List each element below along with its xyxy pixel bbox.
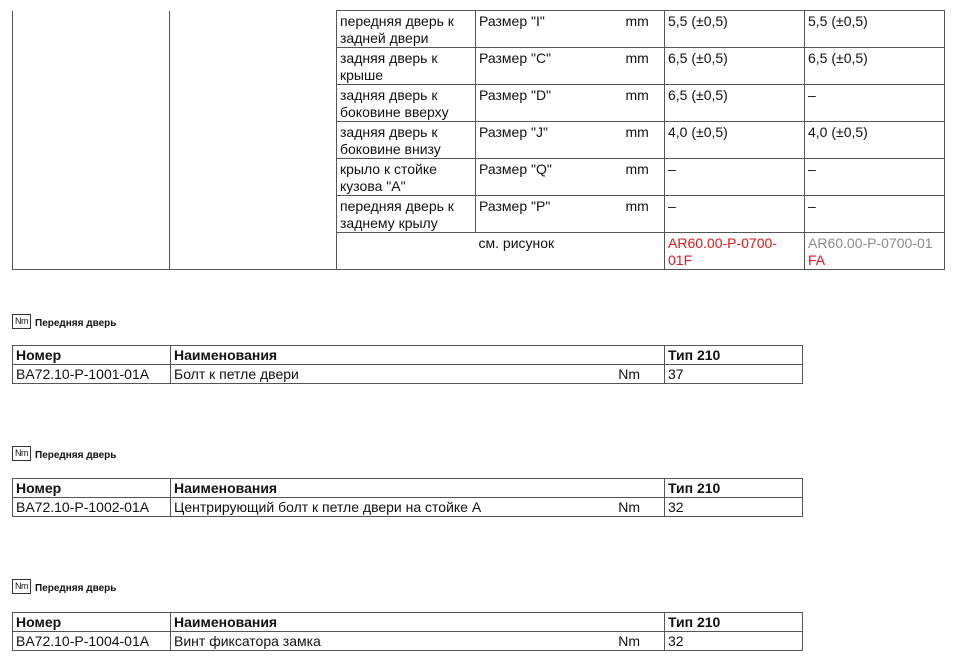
- unit-text: Nm: [618, 633, 640, 649]
- table-header-row: [13, 613, 803, 632]
- part-number-cell: BA72.10-P-1001-01A: [13, 365, 171, 384]
- header-name: Наименования: [171, 479, 665, 498]
- empty-cell: [170, 196, 337, 233]
- value-cell: 6,5 (±0,5): [665, 85, 805, 122]
- torque-nm-icon: Nm: [12, 314, 31, 329]
- name-text: Болт к петле двери: [174, 366, 299, 382]
- size-cell: Размер "J": [476, 122, 616, 159]
- unit-cell: mm: [616, 196, 665, 233]
- empty-cell: [13, 122, 170, 159]
- name-cell: [171, 632, 665, 651]
- empty-cell: [170, 85, 337, 122]
- figure-reference-suffix: FA: [808, 252, 826, 268]
- value-cell: 32: [665, 632, 803, 651]
- empty-cell: [13, 48, 170, 85]
- table-row: [13, 159, 945, 196]
- unit-cell: mm: [616, 159, 665, 196]
- section-title: Передняя дверь: [35, 583, 117, 594]
- table-row: [13, 48, 945, 85]
- table-row: [13, 498, 803, 517]
- size-cell: Размер "Q": [476, 159, 616, 196]
- name-cell: [171, 365, 665, 384]
- unit-cell: mm: [616, 48, 665, 85]
- torque-table: [12, 345, 803, 384]
- empty-cell: [616, 233, 665, 270]
- part-number-cell: BA72.10-P-1004-01A: [13, 632, 171, 651]
- name-text: Центрирующий болт к петле двери на стойке A: [174, 499, 482, 515]
- header-name: Наименования: [171, 613, 665, 632]
- unit-text: Nm: [618, 366, 640, 382]
- part-cell: крыло к стойке кузова "A": [337, 159, 476, 196]
- part-number-cell: BA72.10-P-1002-01A: [13, 498, 171, 517]
- empty-cell: [170, 233, 337, 270]
- empty-cell: [170, 48, 337, 85]
- table-row: [13, 632, 803, 651]
- section-title: Передняя дверь: [35, 450, 117, 461]
- value-cell: 5,5 (±0,5): [805, 11, 945, 48]
- unit-cell: mm: [616, 122, 665, 159]
- section-caption: [12, 441, 116, 461]
- part-cell: задняя дверь к крыше: [337, 48, 476, 85]
- empty-cell: [170, 122, 337, 159]
- empty-cell: [13, 196, 170, 233]
- figure-reference-link[interactable]: [805, 233, 945, 270]
- empty-cell: [13, 11, 170, 48]
- size-cell: Размер "I": [476, 11, 616, 48]
- value-cell: 37: [665, 365, 803, 384]
- gap-dimensions-table: [12, 10, 945, 270]
- table-header-row: [13, 479, 803, 498]
- value-cell: –: [805, 159, 945, 196]
- section-title: Передняя дверь: [35, 318, 117, 329]
- header-number: Номер: [13, 613, 171, 632]
- header-number: Номер: [13, 479, 171, 498]
- empty-cell: [170, 11, 337, 48]
- figure-reference-text: AR60.00-P-0700-01: [808, 235, 933, 251]
- table-row: [13, 122, 945, 159]
- name-text: Винт фиксатора замка: [174, 633, 321, 649]
- torque-nm-icon: Nm: [12, 446, 31, 461]
- empty-cell: [13, 159, 170, 196]
- header-type: Тип 210: [665, 479, 803, 498]
- unit-text: Nm: [618, 499, 640, 515]
- empty-cell: [13, 233, 170, 270]
- part-cell: передняя дверь к заднему крылу: [337, 196, 476, 233]
- header-type: Тип 210: [665, 613, 803, 632]
- see-figure-label: см. рисунок: [476, 233, 616, 270]
- table-header-row: [13, 346, 803, 365]
- size-cell: Размер "D": [476, 85, 616, 122]
- value-cell: 4,0 (±0,5): [665, 122, 805, 159]
- unit-cell: mm: [616, 85, 665, 122]
- section-caption: [12, 309, 116, 329]
- figure-reference-link[interactable]: [665, 233, 805, 270]
- unit-cell: mm: [616, 11, 665, 48]
- table-row: [13, 11, 945, 48]
- value-cell: –: [805, 85, 945, 122]
- part-cell: передняя дверь к задней двери: [337, 11, 476, 48]
- header-name: Наименования: [171, 346, 665, 365]
- empty-cell: [170, 159, 337, 196]
- size-cell: Размер "P": [476, 196, 616, 233]
- table-row-see-figure: [13, 233, 945, 270]
- value-cell: 5,5 (±0,5): [665, 11, 805, 48]
- part-cell: задняя дверь к боковине вверху: [337, 85, 476, 122]
- section-caption: [12, 574, 116, 594]
- part-cell: задняя дверь к боковине внизу: [337, 122, 476, 159]
- header-type: Тип 210: [665, 346, 803, 365]
- empty-cell: [337, 233, 476, 270]
- torque-nm-icon: Nm: [12, 579, 31, 594]
- empty-cell: [13, 85, 170, 122]
- value-cell: 32: [665, 498, 803, 517]
- value-cell: –: [805, 196, 945, 233]
- size-cell: Размер "C": [476, 48, 616, 85]
- torque-table: [12, 478, 803, 517]
- table-row: [13, 365, 803, 384]
- figure-reference-text: AR60.00-P-0700-01F: [668, 235, 777, 268]
- header-number: Номер: [13, 346, 171, 365]
- value-cell: 6,5 (±0,5): [805, 48, 945, 85]
- name-cell: [171, 498, 665, 517]
- torque-table: [12, 612, 803, 651]
- value-cell: 6,5 (±0,5): [665, 48, 805, 85]
- value-cell: 4,0 (±0,5): [805, 122, 945, 159]
- value-cell: –: [665, 159, 805, 196]
- table-row: [13, 196, 945, 233]
- value-cell: –: [665, 196, 805, 233]
- table-row: [13, 85, 945, 122]
